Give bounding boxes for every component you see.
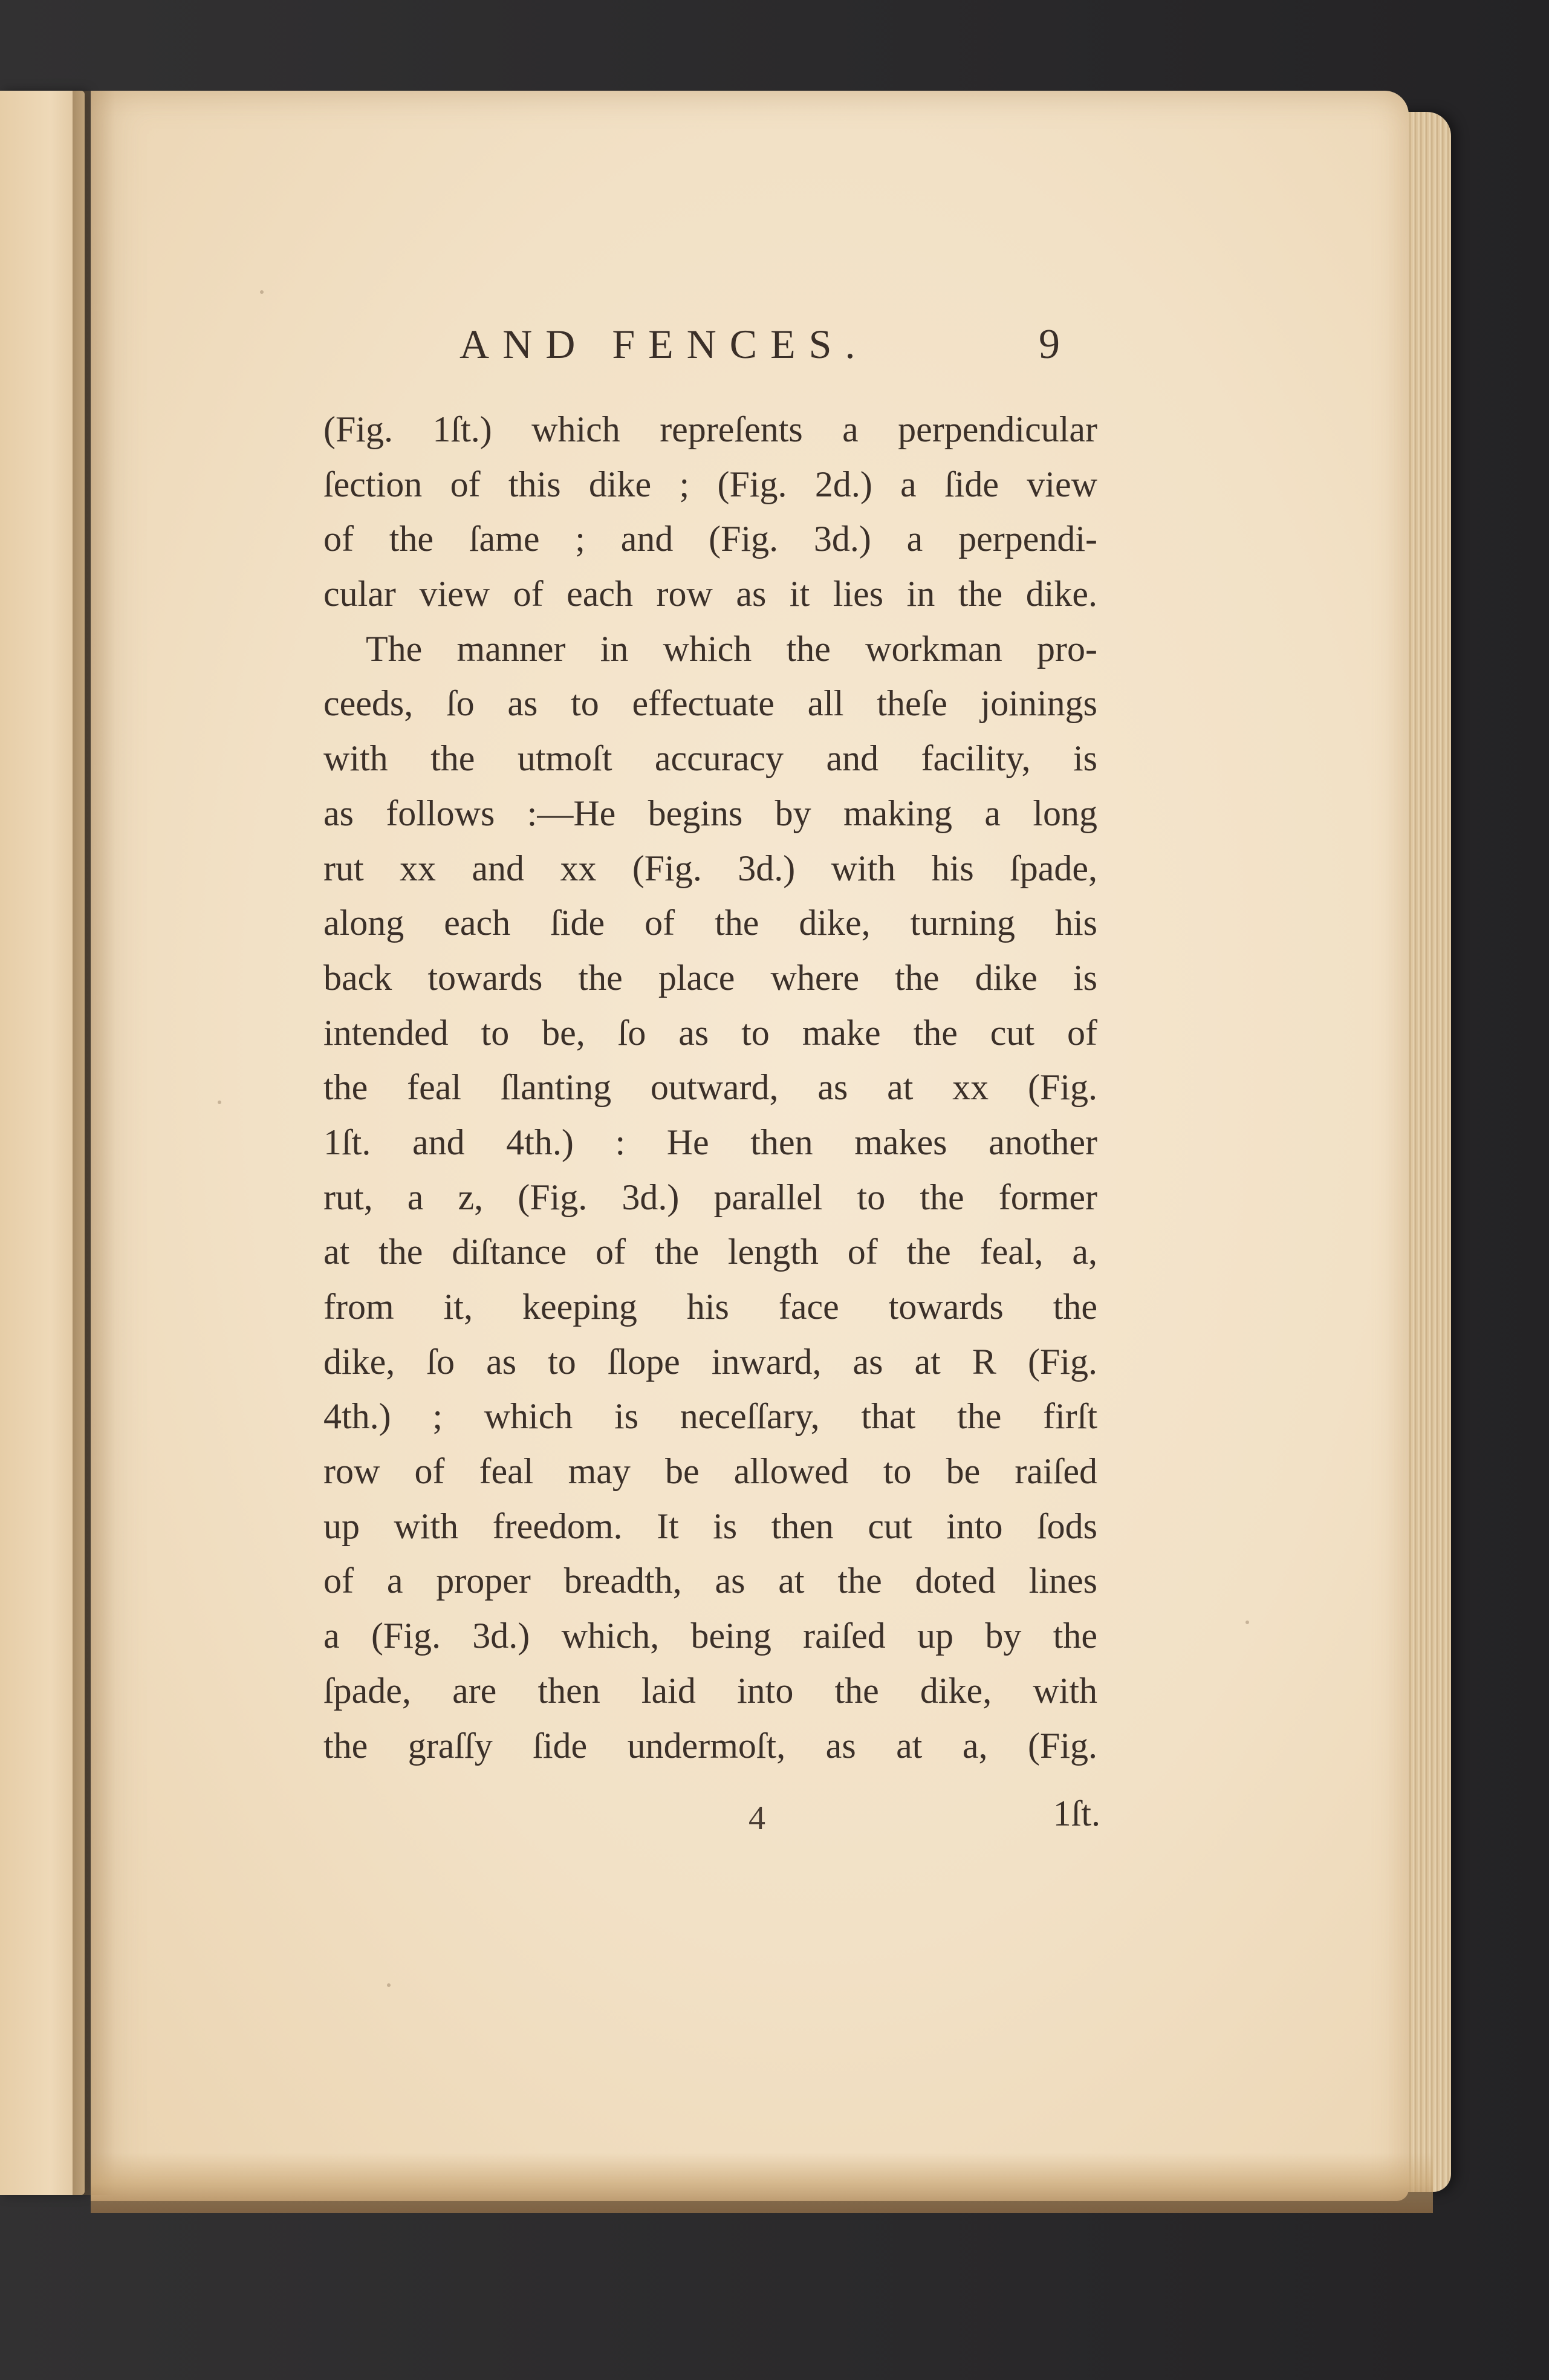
- text-line: a (Fig. 3d.) which, being raiſed up by the: [323, 1616, 1097, 1656]
- catchword: 1ſt.: [1053, 1793, 1100, 1833]
- text-line: back towards the place where the dike is: [323, 957, 1097, 998]
- signature-mark: 4: [749, 1800, 765, 1837]
- gutter-shadow: [73, 91, 115, 2195]
- paper-fleck: [218, 1101, 221, 1104]
- text-line: the feal ſlanting outward, as at xx (Fig.: [323, 1067, 1097, 1108]
- text-line: ſection of this dike ; (Fig. 2d.) a ſide view: [323, 464, 1097, 504]
- text-line: of the ſame ; and (Fig. 3d.) a perpendi-: [323, 519, 1097, 559]
- paper-fleck: [1245, 1621, 1249, 1624]
- previous-page-edge: [0, 91, 85, 2195]
- text-line: ſpade, are then laid into the dike, with: [323, 1670, 1097, 1711]
- text-line: with the utmoſt accuracy and facility, is: [323, 738, 1097, 779]
- text-line: dike, ſo as to ſlope inward, as at R (Fig.: [323, 1341, 1097, 1382]
- page-footer: [726, 1793, 1100, 1853]
- paper-fleck: [387, 1983, 391, 1987]
- page-number: 9: [1039, 321, 1060, 368]
- text-line: ceeds, ſo as to effectuate all theſe joinings: [323, 683, 1097, 724]
- text-line: as follows :—He begins by making a long: [323, 793, 1097, 833]
- worn-bottom-edge: [91, 2153, 1433, 2213]
- paper-fleck: [260, 290, 264, 294]
- body-text: [323, 402, 1097, 1773]
- text-line: 4th.) ; which is neceſſary, that the firſt: [323, 1396, 1097, 1437]
- text-line: 1ſt. and 4th.) : He then makes another: [323, 1122, 1097, 1162]
- text-line: rut xx and xx (Fig. 3d.) with his ſpade,: [323, 848, 1097, 888]
- text-line: up with freedom. It is then cut into ſods: [323, 1506, 1097, 1546]
- text-line: the graſſy ſide undermoſt, as at a, (Fig.: [323, 1725, 1097, 1766]
- text-line: cular view of each row as it lies in the dike.: [323, 574, 1097, 614]
- text-line: rut, a z, (Fig. 3d.) parallel to the former: [323, 1177, 1097, 1217]
- text-line: row of feal may be allowed to be raiſed: [323, 1451, 1097, 1492]
- running-head: AND FENCES.: [460, 321, 869, 367]
- text-line: (Fig. 1ſt.) which repreſents a perpendicular: [323, 409, 1097, 449]
- text-line: from it, keeping his face towards the: [323, 1287, 1097, 1327]
- text-line: of a proper breadth, as at the doted lines: [323, 1561, 1097, 1601]
- text-line: along each ſide of the dike, turning his: [323, 903, 1097, 943]
- text-line: The manner in which the workman pro-: [366, 628, 1097, 669]
- text-line: intended to be, ſo as to make the cut of: [323, 1012, 1097, 1053]
- text-line: at the diſtance of the length of the feal, a,: [323, 1232, 1097, 1272]
